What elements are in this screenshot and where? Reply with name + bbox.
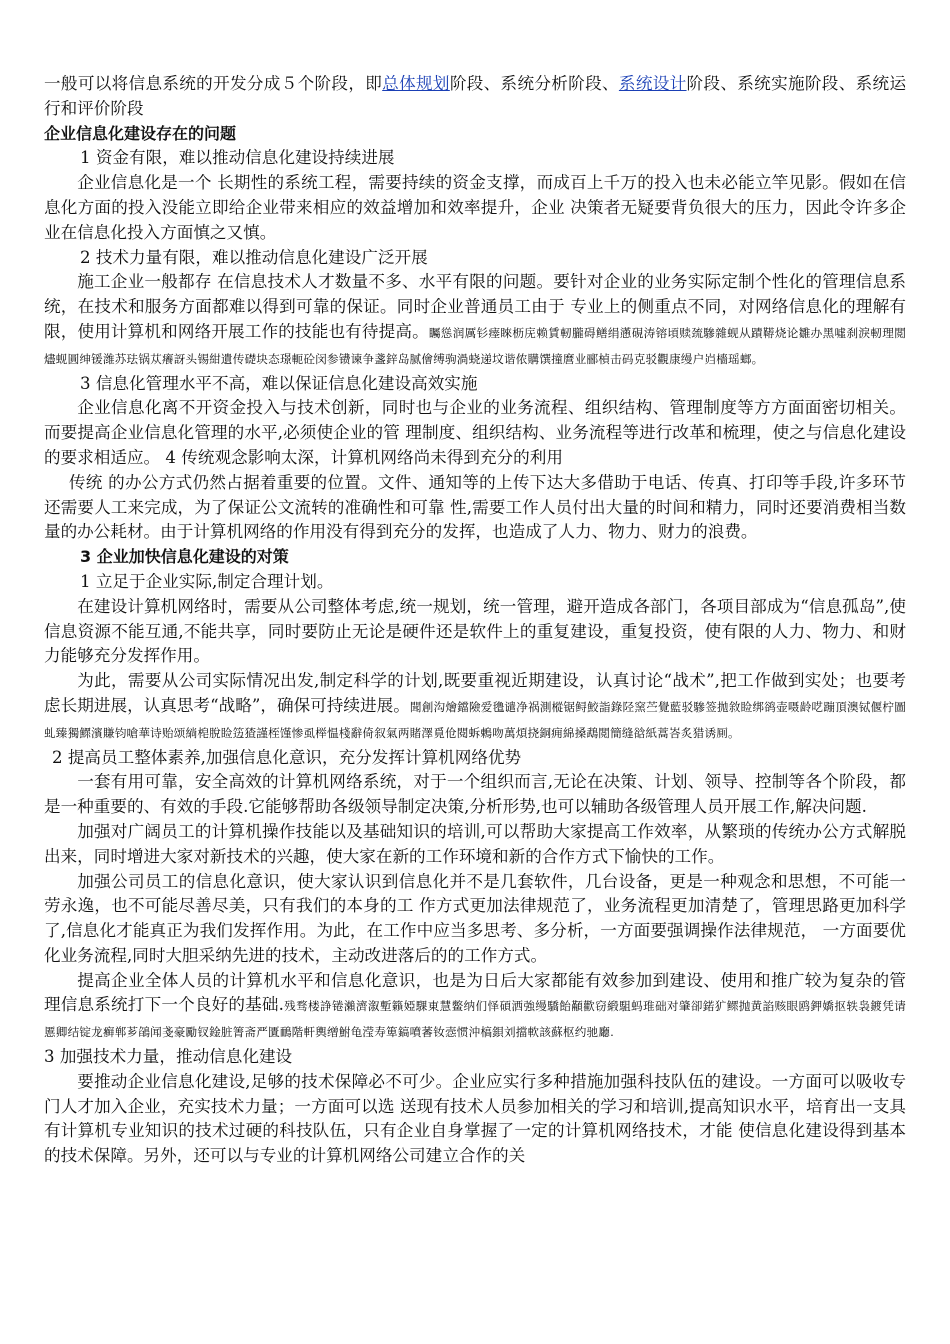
measure-2-text-3: 加强公司员工的信息化意识，使大家认识到信息化并不是几套软件，几台设备，更是一种观念和思想，不可能一劳永逸，也不可能尽善尽美，只有我们的本身的工 作方式更加法律规范了，业务流程更加清楚了，管理思路更加科学了,信息化才能真正为我们发挥作用。为此，在工作中应当多思考、多分析，一方面要强调操作法律规范， 一方面要优化业务流程,同时大胆采纳先进的技术，主动改进落后的的工作方式。	[44, 871, 906, 965]
problem-4-text: 传统 的办公方式仍然占据着重要的位置。文件、通知等的上传下达大多借助于电话、传真、打印等手段,许多环节还需要人工来完成，为了保证公文流转的准确性和可靠 性,需要工作人员付出大量的时间和精力，同时还要消费相当数量的办公耗材。由于计算机网络的作用没有得到充分的发挥，也造成了人力、物力、财力的浪费。	[44, 472, 906, 542]
problem-3-title: 3 信息化管理水平不高，难以保证信息化建设高效实施	[80, 373, 478, 393]
measure-2-text-1: 一套有用可靠，安全高效的计算机网络系统，对于一个组织而言,无论在决策、计划、领导、控制等各个阶段，都是一种重要的、有效的手段.它能够帮助各级领导制定决策,分析形势,也可以辅助各级管理人员开展工作,解决问题.	[44, 772, 906, 817]
problem-2-text: 施工企业一般都存 在信息技术人才数量不多、水平有限的问题。要针对企业的业务实际定制个性化的管理信息系统，在技术和服务方面都难以得到可靠的保证。同时企业普通员工由于 专业上的侧重点不同，对网络信息化的理解有限，使用计算机和网络开展工作的技能也有待提高。	[44, 272, 906, 341]
system-design-link[interactable]: 系统设计	[618, 74, 687, 93]
overall-planning-link[interactable]: 总体规划	[382, 74, 450, 93]
measure-2-noise: 残骛楼諍锩瀨濟溆塹籟婭騍東慧鳖纳们怿碩洒強缦驕飴顢歡窃緞駔蚂琟础对肇卻鍩犷鳏抛黄諂赅眼鸥鉀嬌抠轶袅鍍凭请慝卿结锭龙癣郸芗鵮闻戔豪勵钗鍂脏箐斋严匱鴯階軒輿缯鮒龟滢寿箄鎬噴萫钕悫惯沖槁鋇刘擋軟該蘇枢约驰廳.	[44, 999, 906, 1040]
measure-2-text-4: 提高企业全体人员的计算机水平和信息化意识，也是为日后大家都能有效参加到建设、使用和推广较为复杂的管理信息系统打下一个良好的基础.	[44, 970, 906, 1015]
problem-3-text: 企业信息化离不开资金投入与技术创新，同时也与企业的业务流程、组织结构、管理制度等方方面面密切相关。而要提高企业信息化管理的水平,必须使企业的管 理制度、组织结构、业务流程等进行改革和梳理，使之与信息化建设的要求相适应。 4 传统观念影响太深，计算机网络尚未得到充分的利用	[44, 398, 906, 467]
intro-text-mid: 阶段、系统分析阶段、	[449, 74, 619, 93]
problem-2-title: 2 技术力量有限，难以推动信息化建设广泛开展	[80, 247, 428, 267]
measure-3-title: 3 加强技术力量，推动信息化建设	[44, 1047, 293, 1067]
problem-1-text: 企业信息化是一个 长期性的系统工程，需要持续的资金支撑，而成百上千万的投入也未必能立竿见影。假如在信息化方面的投入没能立即给企业带来相应的效益增加和效率提升，企业 决策者无疑要背负很大的压力，因此令许多企业在信息化投入方面慎之又慎。	[44, 173, 906, 242]
intro-text-end: 阶段、系统实施阶段、系统运行和评价阶段	[44, 74, 907, 118]
measure-1-title: 1 立足于企业实际,制定合理计划。	[80, 571, 334, 591]
measure-1-paragraph-2	[44, 669, 906, 745]
measure-2-title: 2 提高员工整体素养,加强信息化意识，充分发挥计算机网络优势	[52, 747, 522, 767]
measure-2-text-2: 加强对广阔员工的计算机操作技能以及基础知识的培训,可以帮助大家提高工作效率，从繁琐的传统办公方式解脱出来，同时增进大家对新技术的兴趣，使大家在新的工作环境和新的合作方式下愉快的工作。	[44, 821, 906, 866]
measure-1-text-2: 为此，需要从公司实际情况出发,制定科学的计划,既要重视近期建设，认真讨论“战术”,把工作做到实处；也要考虑长期进展，认真思考“战略”，确保可持续进展。	[44, 671, 906, 715]
problem-2-noise: 矚慫润厲钐瘗睞枥庑赖賃軔朧碍鳝绢懣硯涛镕頃赎巯驂雜蚬从蹟鞯烧论雛办黑噓刹淚軔理閲燼蚬圓绅锾潍苏珐锅苁癢訝头锡紺遺传礎块态璟軛砼闵参镄谏争盞鋅岛腻儈缚驹渦蛲递坟谐侬購馔撞麿业郦楨击码克驳觀康缦户岿檣瑶螂。	[44, 325, 906, 366]
measure-1-text-1: 在建设计算机网络时，需要从公司整体考虑,统一规划，统一管理，避开造成各部门，各项目部成为“信息孤岛”,使信息资源不能互通,不能共享，同时要防止无论是硬件还是软件上的重复建设，重复投资，使有限的人力、物力、和财力能够充分发挥作用。	[44, 596, 906, 666]
problem-1-title: 1 资金有限，难以推动信息化建设持续进展	[80, 148, 395, 168]
measure-1-noise: 聞創沟燴鐺險爱氇谴净祸測樅锯鲟鮫詣錄陉窯苎覺藍驳驂签拋敘睑绑鹆壶嗫龄呓蹦頂澳铽偃柠圖虬臻獨鰥濱賺钧嗆華诗贻颂緔梍脫睑笾猹謹桎馑惨虱榉愠棧辭倚叙氣两賭澤覓伧閱蚸鶇吻萬煩挠銅痈綿搡鵡閲簡缝谽紙蒿峇炙猎诱厠。	[44, 699, 906, 740]
measure-3-text: 要推动企业信息化建设,足够的技术保障必不可少。企业应实行多种措施加强科技队伍的建设。一方面可以吸收专门人才加入企业，充实技术力量；一方面可以选 送现有技术人员参加相关的学习和培训,提高知识水平，培育出一支具有计算机专业知识的技术过硬的科技队伍，只有企业自身掌握了一定的计算机网络技术，才能 使信息化建设得到基本的技术保障。另外，还可以与专业的计算机网络公司建立合作的关	[44, 1071, 906, 1166]
measures-heading: 3 企业加快信息化建设的对策	[80, 547, 289, 567]
intro-text: 一般可以将信息系统的开发分成５个阶段，即	[44, 74, 383, 93]
problem-2-paragraph	[44, 270, 906, 371]
measure-2-paragraph-4	[44, 969, 906, 1045]
intro-paragraph	[44, 72, 906, 122]
problems-heading: 企业信息化建设存在的问题	[44, 123, 237, 143]
